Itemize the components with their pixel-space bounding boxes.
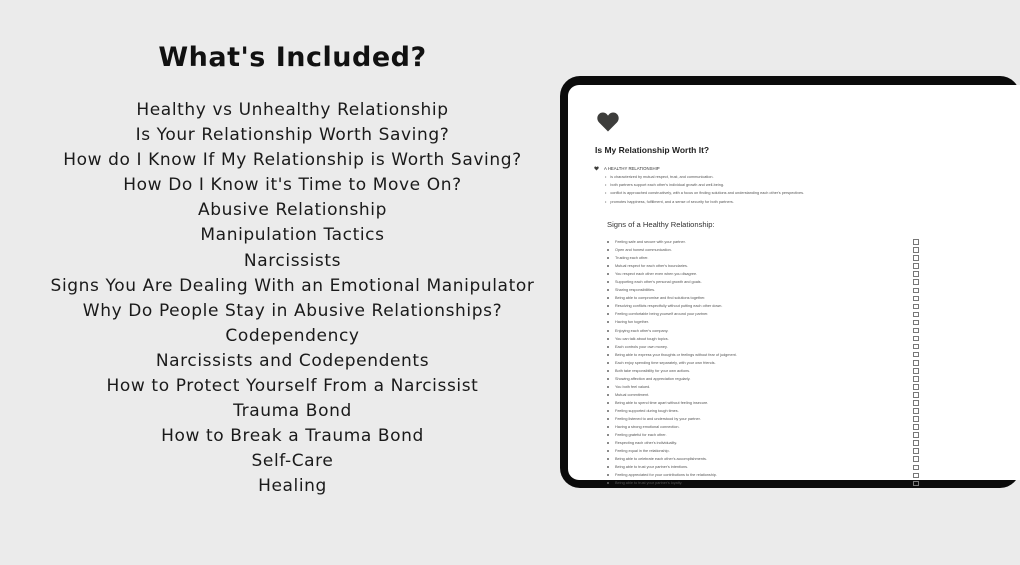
bullet-item: • conflict is approached constructively, with a focus on finding solutions and understanding each other's perspectives. (605, 189, 1014, 197)
checklist-text: Feeling listened to and understood by your partner. (615, 417, 701, 422)
checklist-row (607, 270, 919, 278)
section-header (594, 166, 1014, 171)
bullet-item: • both partners support each other's individual growth and well-being. (605, 181, 1014, 189)
checkbox[interactable] (913, 448, 919, 454)
bullet-dot (607, 354, 609, 356)
checklist-text: Being able to express your thoughts or feelings without fear of judgment. (615, 352, 737, 357)
tablet-screen (568, 85, 1020, 486)
checkbox[interactable] (913, 271, 919, 277)
checklist-row (607, 399, 919, 407)
checkbox[interactable] (913, 304, 919, 310)
checklist-text: Open and honest communication. (615, 248, 672, 253)
checklist-row (607, 302, 919, 310)
checklist-text: Sharing responsibilities. (615, 288, 656, 293)
bullet-dot (607, 265, 609, 267)
checklist-row (607, 318, 919, 326)
contents-item: Self-Care (251, 451, 334, 472)
checkbox[interactable] (913, 344, 919, 350)
checklist-text: Both take responsibility for your own actions. (615, 368, 691, 373)
bullet-dot (607, 249, 609, 251)
bullet-dot (607, 466, 609, 468)
checklist-row (607, 254, 919, 262)
checklist-row (607, 439, 919, 447)
checklist-row (607, 455, 919, 463)
document-title: Is My Relationship Worth It? (595, 145, 710, 155)
bullet-dot (607, 386, 609, 388)
checklist-text: Resolving conflicts respectfully without putting each other down. (615, 304, 723, 309)
included-panel (20, 0, 565, 500)
bullet-dot (607, 394, 609, 396)
checklist-text: Having fun together. (615, 320, 649, 325)
checklist-row (607, 343, 919, 351)
bullet-dot (607, 402, 609, 404)
checklist-text: Feeling comfortable being yourself around your partner. (615, 312, 709, 317)
checkbox[interactable] (913, 336, 919, 342)
checklist-row (607, 383, 919, 391)
checklist-text: Trusting each other. (615, 256, 649, 261)
checklist-row (607, 286, 919, 294)
checklist-text: You respect each other even when you disagree. (615, 272, 698, 277)
checklist-text: Feeling appreciated for your contributions to the relationship. (615, 473, 717, 478)
signs-heading: Signs of a Healthy Relationship: (607, 220, 715, 229)
bullet-dot (607, 434, 609, 436)
bullet-dot (607, 442, 609, 444)
contents-item: Signs You Are Dealing With an Emotional Manipulator (50, 275, 535, 296)
heart-icon (596, 110, 620, 134)
contents-item: Abusive Relationship (197, 200, 388, 221)
bullet-dot (607, 378, 609, 380)
bullet-dot (607, 273, 609, 275)
checklist-text: Being able to spend time apart without feeling insecure. (615, 400, 709, 405)
checkbox[interactable] (913, 296, 919, 302)
tablet-frame (560, 76, 1020, 488)
checkbox[interactable] (913, 376, 919, 382)
bullet-dot (607, 418, 609, 420)
checkbox[interactable] (913, 473, 919, 479)
checklist-row (607, 327, 919, 335)
contents-item: Narcissists (243, 250, 342, 271)
section-label: A HEALTHY RELATIONSHIP (604, 166, 660, 171)
checklist-row (607, 471, 919, 479)
checklist-text: You both feel valued. (615, 384, 651, 389)
checklist-text: Mutual respect for each other's boundaries. (615, 264, 688, 269)
bullet-dot (607, 257, 609, 259)
bullet-dot (607, 297, 609, 299)
checkbox[interactable] (913, 288, 919, 294)
checkbox[interactable] (913, 416, 919, 422)
bullet-dot (607, 289, 609, 291)
checkbox[interactable] (913, 279, 919, 285)
checklist-row (607, 310, 919, 318)
checklist-row (607, 479, 919, 487)
contents-item: Codependency (225, 325, 360, 346)
checklist-row (607, 351, 919, 359)
contents-item: How to Break a Trauma Bond (161, 426, 424, 447)
bullet-dot (607, 241, 609, 243)
bullet-dot (607, 338, 609, 340)
checklist-text: Respecting each other's individuality. (615, 441, 678, 446)
checklist-text: Feeling supported during tough times. (615, 409, 679, 413)
checklist-row (607, 391, 919, 399)
contents-item: How to Protect Yourself From a Narcissist (106, 376, 479, 397)
bullet-dot (607, 321, 609, 323)
contents-item: Healing (258, 476, 327, 497)
checklist-text: Feeling equal in the relationship. (615, 449, 670, 454)
checklist-text: Being able to trust your partner's intentions. (615, 465, 689, 470)
bullet-dot (607, 474, 609, 476)
checklist-text: Supporting each other's personal growth and goals. (615, 280, 702, 285)
checkbox[interactable] (913, 368, 919, 374)
checkbox[interactable] (913, 247, 919, 253)
checklist-row (607, 278, 919, 286)
small-heart-icon (594, 166, 599, 171)
checkbox[interactable] (913, 360, 919, 366)
bullet-dot (607, 426, 609, 428)
checklist-row (607, 367, 919, 375)
checkbox[interactable] (913, 456, 919, 462)
bullet-dot (607, 305, 609, 307)
checklist-row (607, 335, 919, 343)
contents-item: Manipulation Tactics (200, 225, 385, 246)
checkbox[interactable] (913, 263, 919, 269)
checklist-text: Enjoying each other's company. (615, 328, 669, 333)
bullet-item: • is characterized by mutual respect, trust, and communication. (605, 173, 1014, 181)
checklist-row (607, 431, 919, 439)
checkbox[interactable] (913, 384, 919, 390)
checklist-row (607, 447, 919, 455)
healthy-relationship-section (594, 166, 1014, 206)
bullet-dot (607, 458, 609, 460)
checklist-text: Being able to trust your partner's loyalty. (615, 481, 683, 486)
checklist-text: Having a strong emotional connection. (615, 425, 680, 430)
bullet-dot (607, 370, 609, 372)
bullet-item: • promotes happiness, fulfillment, and a sense of security for both partners. (605, 198, 1014, 206)
contents-item: Why Do People Stay in Abusive Relationships? (82, 300, 503, 321)
checkbox[interactable] (913, 392, 919, 398)
checkbox[interactable] (913, 239, 919, 245)
contents-item: Healthy vs Unhealthy Relationship (136, 100, 449, 120)
checkbox[interactable] (913, 408, 919, 414)
bullet-dot (607, 346, 609, 348)
bullet-dot (607, 330, 609, 332)
checkbox[interactable] (913, 328, 919, 334)
contents-list (20, 98, 565, 500)
section-bullets (594, 173, 1014, 206)
checkbox[interactable] (913, 312, 919, 318)
checklist-row (607, 463, 919, 471)
checkbox[interactable] (913, 352, 919, 358)
checkbox[interactable] (913, 400, 919, 406)
checklist-row (607, 294, 919, 302)
page-heading: What's Included? (158, 42, 427, 73)
checkbox[interactable] (913, 440, 919, 446)
checklist-text: Being able to compromise and find solutions together. (615, 296, 706, 301)
checklist-row (607, 238, 919, 246)
checklist-row (607, 375, 919, 383)
checklist-row (607, 246, 919, 254)
bullet-dot (607, 410, 609, 412)
checklist-text: You can talk about tough topics. (615, 336, 669, 341)
checklist-text: Feeling safe and secure with your partner. (615, 240, 686, 245)
checklist-text: Being able to celebrate each other's accomplishments. (615, 457, 707, 462)
bullet-dot (607, 450, 609, 452)
checklist-text: Each controls your own money. (615, 344, 668, 349)
signs-checklist (607, 238, 919, 487)
contents-item: How Do I Know it's Time to Move On? (123, 175, 462, 196)
checklist-row (607, 407, 919, 415)
checkbox[interactable] (913, 320, 919, 326)
checklist-text: Showing affection and appreciation regularly. (615, 376, 691, 381)
bullet-dot (607, 281, 609, 283)
checklist-row (607, 415, 919, 423)
contents-item: How do I Know If My Relationship is Worth Saving? (63, 150, 522, 171)
checkbox[interactable] (913, 465, 919, 471)
contents-item: Trauma Bond (233, 401, 352, 422)
checkbox[interactable] (913, 424, 919, 430)
checklist-row (607, 359, 919, 367)
checklist-text: Feeling grateful for each other. (615, 433, 667, 438)
checklist-text: Each enjoy spending time separately, with your own friends. (615, 360, 716, 365)
contents-item: Narcissists and Codependents (155, 350, 430, 371)
checkbox[interactable] (913, 255, 919, 261)
bullet-dot (607, 482, 609, 484)
checkbox[interactable] (913, 481, 919, 487)
checklist-row (607, 262, 919, 270)
checklist-row (607, 423, 919, 431)
checkbox[interactable] (913, 432, 919, 438)
checklist-text: Mutual commitment. (615, 392, 650, 397)
contents-item: Is Your Relationship Worth Saving? (135, 125, 450, 146)
bullet-dot (607, 313, 609, 315)
bullet-dot (607, 362, 609, 364)
